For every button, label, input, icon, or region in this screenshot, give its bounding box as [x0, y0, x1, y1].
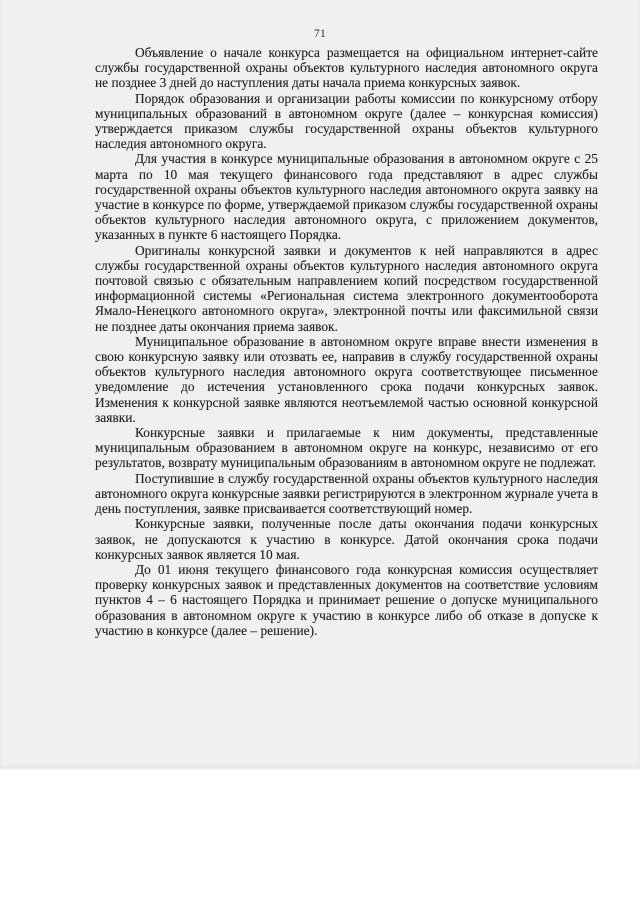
document-body: [95, 45, 598, 638]
paragraph-commission: Порядок образования и организации работы комиссии по конкурсному отбору муниципальных образований в автономном округе (далее – конкурсная комиссия) утверждается приказом службы государственной охраны объектов культурного наследия автономного округа.: [95, 90, 598, 152]
page-number: 71: [313, 28, 327, 40]
paragraph-changes: Муниципальное образование в автономном округе вправе внести изменения в свою конкурсную заявку или отозвать ее, направив в службу государственной охраны объектов культурного наследия автономного округа соответствующее письменное уведомление до истечения установленного срока подачи конкурсных заявок. Изменения к конкурсной заявке являются неотъемлемой частью основной конкурсной заявки.: [95, 333, 598, 425]
paragraph-originals: Оригиналы конкурсной заявки и документов к ней направляются в адрес службы государственной охраны объектов культурного наследия автономного округа почтовой связью с обязательным направлением копий посредством государственной информационной системы «Региональная система электронного документооборота Ямало-Ненецкого автономного округа», электронной почты или факсимильной связи не позднее даты окончания приема заявок.: [95, 242, 598, 334]
scan-bottom-edge: [0, 766, 640, 770]
paragraph-review: До 01 июня текущего финансового года конкурсная комиссия осуществляет проверку конкурсных заявок и представленных документов на соответствие условиям пунктов 4 – 6 настоящего Порядка и принимает решение о допуске муниципального образования в автономном округе к участию в конкурсе либо об отказе в допуске к участию в конкурсе (далее – решение).: [95, 561, 598, 638]
paragraph-participation: Для участия в конкурсе муниципальные образования в автономном округе с 25 марта по 10 мая текущего финансового года представляют в адрес службы государственной охраны объектов культурного наследия автономного округа заявку на участие в конкурсе по форме, утверждаемой приказом службы государственной охраны объектов культурного наследия автономного округа, с приложением документов, указанных в пункте 6 настоящего Порядка.: [95, 151, 598, 243]
paragraph-announcement: Объявление о начале конкурса размещается на официальном интернет-сайте службы государственной охраны объектов культурного наследия автономного округа не позднее 3 дней до наступления даты начала приема конкурсных заявок.: [95, 45, 598, 91]
paragraph-registration: Поступившие в службу государственной охраны объектов культурного наследия автономного округа конкурсные заявки регистрируются в электронном журнале учета в день поступления, заявке присваивается соответствующий номер.: [95, 470, 598, 517]
paragraph-late-applications: Конкурсные заявки, полученные после даты окончания подачи конкурсных заявок, не допускаются к участию в конкурсе. Датой окончания срока подачи конкурсных заявок является 10 мая.: [95, 516, 598, 562]
paragraph-no-return: Конкурсные заявки и прилагаемые к ним документы, представленные муниципальным образованием в автономном округе на конкурс, независимо от его результатов, возврату муниципальным образованиям в автономном округе не подлежат.: [95, 425, 598, 471]
